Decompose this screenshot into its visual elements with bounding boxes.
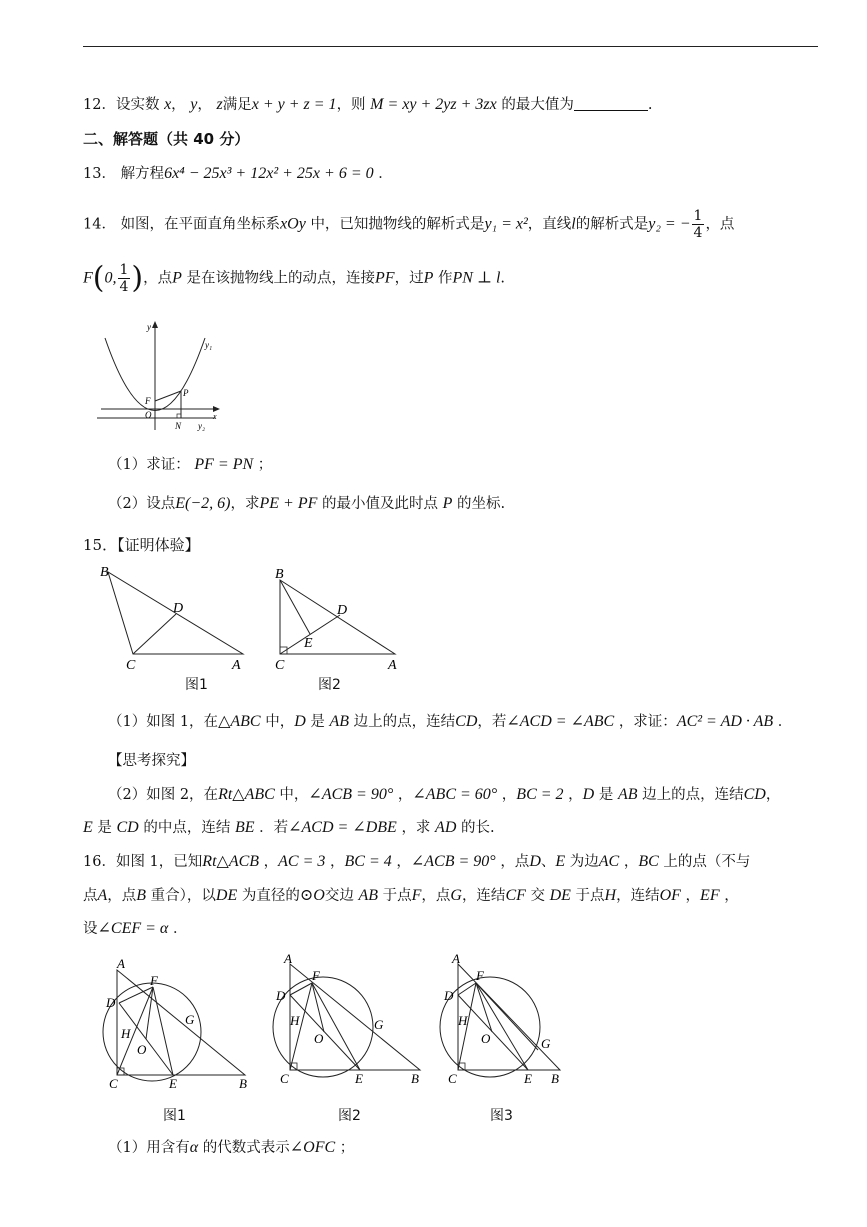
q16-text: ，连结 — [616, 888, 660, 904]
right-triangle-ABC: Rt△ABC — [218, 786, 275, 803]
var-x: x — [164, 96, 172, 113]
q16-text: 点 — [83, 888, 98, 904]
angle-OFC: ∠OFC — [289, 1139, 336, 1156]
label-O: O — [145, 410, 152, 420]
label-D: D — [444, 988, 454, 1003]
q15-text: 是 — [97, 820, 112, 836]
q15-text: ，求 — [401, 820, 431, 836]
q16-text: 为直径的 — [241, 888, 300, 904]
q12-condition: x + y + z = 1 — [251, 96, 337, 113]
q12-expression: M = xy + 2yz + 3zx — [370, 96, 497, 113]
label-D: D — [106, 995, 116, 1010]
q16-text: 于点 — [575, 888, 605, 904]
label-O: O — [137, 1042, 147, 1057]
label-G: G — [185, 1012, 195, 1027]
answer-blank[interactable] — [574, 96, 648, 111]
q14-text: ，点 — [705, 216, 735, 233]
point-P: P — [172, 269, 182, 287]
comma: ， — [396, 854, 411, 870]
segment-DE: DE — [549, 887, 571, 904]
question-13 — [83, 164, 393, 184]
label-y: y — [147, 322, 151, 332]
comma: ， — [263, 854, 279, 870]
q15-part-1 — [108, 712, 792, 732]
semicolon: ； — [339, 1140, 355, 1156]
condition-AC: AC = 3 — [278, 853, 326, 870]
label-D: D — [173, 601, 184, 616]
denominator: 4 — [119, 279, 129, 295]
semicolon: ； — [257, 457, 273, 473]
point-F: F — [411, 887, 422, 904]
caption-fig2: 图2 — [318, 677, 341, 693]
q14-text: 的坐标. — [456, 496, 506, 512]
q14-number: 14． — [83, 216, 116, 233]
point-H: H — [604, 887, 617, 904]
point-D: D — [294, 713, 306, 730]
numerator: 1 — [693, 208, 703, 224]
comma: ， — [397, 787, 413, 803]
segment-OF: OF — [659, 887, 681, 904]
question-14-line2 — [83, 262, 505, 295]
q16-figure-3 — [440, 950, 570, 1090]
comma: ， — [685, 888, 701, 904]
comma: ， — [197, 97, 212, 113]
right-angle-mark — [177, 414, 181, 418]
label-H: H — [121, 1026, 131, 1041]
angle-equality: ∠ACD = ∠DBE — [288, 819, 397, 836]
q14-text: 是在该抛物线上的动点，连接 — [186, 270, 376, 287]
label-E: E — [169, 1076, 177, 1091]
q15-text: ．若 — [259, 820, 289, 836]
sub2-expression: PE + PF — [259, 495, 318, 512]
fraction-quarter — [692, 208, 705, 241]
segment-CD: CD — [116, 819, 139, 836]
q16-text: 于点 — [382, 888, 412, 904]
q16-text: 为边 — [569, 854, 599, 870]
q13-equation: 6x⁴ − 25x³ + 12x² + 25x + 6 = 0 — [164, 165, 374, 182]
comma: ， — [765, 787, 781, 803]
q14-text: 的解析式是 — [575, 216, 649, 233]
label-B: B — [100, 565, 109, 580]
condition-ACB: ∠ACB = 90° — [410, 853, 496, 870]
segment-EF — [476, 983, 528, 1070]
segment-EF: EF — [700, 887, 720, 904]
q16-text: 交 — [530, 888, 545, 904]
paren-right: ) — [131, 260, 144, 296]
q14-text: 中，已知抛物线的解析式是 — [310, 216, 485, 233]
circle-O: ⊙O — [299, 887, 325, 904]
fraction-quarter — [118, 262, 131, 295]
q14-text: ，点 — [143, 270, 173, 287]
sub-label: （1）求证： — [108, 457, 190, 473]
q16-text: ，点 — [500, 854, 530, 870]
segment-AB: AB — [617, 786, 638, 803]
q15-text: 是 — [310, 714, 325, 730]
segment-DF — [290, 983, 312, 995]
point-A: A — [97, 887, 108, 904]
parabola-formula: y₁ = x² — [484, 215, 528, 233]
q15-text: 边上的点，连结 — [642, 787, 744, 803]
q13-text: 解方程 — [120, 166, 165, 182]
segment-BE — [280, 580, 310, 634]
period: ． — [172, 921, 188, 937]
label-H: H — [458, 1013, 468, 1028]
point-E: E — [83, 819, 93, 836]
question-14-line1 — [83, 208, 734, 241]
point-D: D — [582, 786, 595, 803]
q16-line1 — [83, 852, 750, 872]
period: . — [500, 270, 506, 287]
label-B: B — [239, 1076, 247, 1091]
segment-DE: DE — [215, 887, 238, 904]
q15-text: 中， — [279, 787, 309, 803]
q15-part-2-line1 — [108, 785, 780, 805]
label-E: E — [304, 636, 313, 651]
q16-text: ，连结 — [461, 888, 506, 904]
label-O: O — [314, 1031, 324, 1046]
caption-fig1: 图1 — [185, 677, 208, 693]
segment-BC: BC — [638, 853, 659, 870]
segment-AB: AB — [329, 713, 350, 730]
q15-part-2-line2 — [83, 818, 495, 838]
label-E: E — [355, 1071, 363, 1086]
point-F: F — [83, 269, 93, 287]
condition-ABC: ∠ABC = 60° — [412, 786, 498, 803]
q15-text: 是 — [598, 787, 614, 803]
point-E: E — [555, 853, 566, 870]
triangle-ACB — [290, 964, 420, 1070]
q16-text: 的代数式表示 — [202, 1140, 290, 1156]
alpha: α — [189, 1139, 199, 1156]
segment-AD: AD — [435, 819, 457, 836]
q14-text: 如图，在平面直角坐标系 — [120, 216, 281, 233]
label-F: F — [476, 968, 484, 983]
numerator: 1 — [119, 262, 129, 278]
q16-text: 上的点（不与 — [663, 854, 751, 870]
label-C: C — [448, 1071, 457, 1086]
q16-text: 16．如图 1，已知 — [83, 854, 203, 870]
q15-text: ，若 — [477, 714, 507, 730]
header-rule — [83, 46, 818, 47]
q15-think-header: 【思考探究】 — [108, 753, 195, 769]
label-F: F — [150, 973, 158, 988]
line-formula: y₂ = − — [648, 215, 691, 233]
var-z: z — [216, 96, 223, 113]
y-axis-arrow — [152, 321, 158, 328]
label-A: A — [232, 658, 241, 673]
segment-PF: PF — [375, 269, 395, 287]
section-heading: 二、解答题（共 40 分） — [83, 130, 250, 148]
q16-text: 、 — [540, 854, 556, 870]
q12-text: 设实数 — [115, 97, 160, 113]
point-P: P — [423, 269, 434, 287]
label-B: B — [551, 1071, 559, 1086]
q16-line2 — [83, 886, 739, 906]
F-x: 0, — [104, 269, 117, 287]
label-B: B — [411, 1071, 419, 1086]
q15-text: 边上的点，连结 — [353, 714, 456, 730]
label-O: O — [481, 1031, 491, 1046]
q12-number: 12． — [83, 97, 116, 113]
label-A: A — [388, 658, 397, 673]
caption-fig1: 图1 — [163, 1108, 186, 1124]
q15-text: 的长. — [460, 820, 495, 836]
q16-figure-1 — [105, 955, 255, 1090]
var-y: y — [190, 96, 198, 113]
label-C: C — [280, 1071, 289, 1086]
condition-ACB: ∠ACB = 90° — [308, 786, 394, 803]
q16-text: 交边 — [324, 888, 354, 904]
label-A: A — [452, 951, 460, 966]
denominator: 4 — [693, 225, 703, 241]
label-C: C — [126, 658, 136, 673]
period: ． — [777, 714, 793, 730]
segment-DF — [458, 983, 476, 995]
label-E: E — [524, 1071, 532, 1086]
angle-equality: ∠ACD = ∠ABC — [506, 713, 615, 730]
comma: ， — [568, 787, 583, 803]
q14-text: ，求 — [230, 496, 260, 512]
q14-text: ，直线 — [527, 216, 572, 233]
perpendicular: PN ⊥ l — [452, 269, 501, 287]
period: . — [647, 97, 653, 113]
comma: ， — [330, 854, 345, 870]
period: ． — [378, 166, 393, 182]
segment-CF: CF — [505, 887, 526, 904]
q14-subquestion-1 — [108, 455, 272, 475]
triangle-ABC: △ABC — [218, 713, 261, 730]
result-expression: AC² = AD · AB — [676, 713, 774, 730]
right-triangle-ACB: Rt△ACB — [202, 853, 260, 870]
point-E: E(−2, 6) — [175, 495, 231, 512]
label-F: F — [145, 396, 151, 406]
q12-text: ，则 — [336, 97, 366, 113]
comma: ， — [724, 888, 739, 904]
q15-text: （2）如图 2，在 — [108, 787, 219, 803]
q15-text: ，求证： — [618, 714, 677, 730]
label-C: C — [275, 658, 285, 673]
q15-text: 的中点，连结 — [143, 820, 231, 836]
label-A: A — [117, 956, 125, 971]
question-12 — [83, 95, 652, 115]
q13-number: 13． — [83, 166, 116, 182]
q16-subquestion-1 — [108, 1138, 354, 1158]
angle-CEF: ∠CEF = α — [97, 920, 169, 937]
q14-text: ，过 — [394, 270, 424, 287]
point-P: P — [442, 495, 453, 512]
q15-figure-2 — [270, 562, 410, 672]
label-N: N — [175, 421, 182, 431]
label-B: B — [275, 567, 284, 582]
q12-text: 满足 — [222, 97, 252, 113]
q14-subquestion-2 — [108, 494, 505, 514]
q15-text: （1）如图 1，在 — [108, 714, 219, 730]
q16-text: （1）用含有 — [108, 1140, 190, 1156]
line-l: l — [571, 215, 576, 233]
sub1-expression: PF = PN — [194, 456, 254, 473]
label-y1: y₁ — [205, 340, 213, 350]
segment-CD: CD — [743, 786, 766, 803]
q16-line3 — [83, 919, 187, 939]
segment-BE: BE — [234, 819, 255, 836]
paren-left: ( — [92, 260, 105, 296]
point-B: B — [136, 887, 147, 904]
comma: ， — [623, 854, 639, 870]
sub-label: （2）设点 — [108, 496, 176, 512]
q16-text: ，点 — [421, 888, 451, 904]
segment-DE — [458, 995, 528, 1070]
comma: ， — [501, 787, 517, 803]
point-D: D — [529, 853, 541, 870]
segment-CD — [133, 614, 176, 654]
label-x: x — [213, 412, 217, 421]
label-F: F — [312, 968, 320, 983]
caption-fig3: 图3 — [490, 1108, 513, 1124]
q16-figure-2 — [272, 950, 427, 1090]
q14-text: 作 — [437, 270, 453, 287]
label-G: G — [541, 1036, 551, 1051]
q15-header: 15．【证明体验】 — [83, 536, 200, 554]
q15-figure-1 — [98, 562, 258, 672]
label-H: H — [290, 1013, 300, 1028]
label-A: A — [284, 951, 292, 966]
coord-system: xOy — [280, 215, 306, 233]
q16-text: ，点 — [107, 888, 137, 904]
segment-AB: AB — [358, 887, 378, 904]
label-D: D — [337, 603, 348, 618]
segment-AC: AC — [598, 853, 620, 870]
caption-fig2: 图2 — [338, 1108, 361, 1124]
condition-BC: BC = 4 — [344, 853, 392, 870]
q12-text: 的最大值为 — [501, 97, 574, 113]
q16-text: 设 — [83, 921, 98, 937]
segment-CD: CD — [455, 713, 478, 730]
q15-text: 中， — [265, 714, 295, 730]
q16-text: 重合），以 — [150, 888, 216, 904]
label-P: P — [183, 388, 189, 398]
point-G: G — [450, 887, 462, 904]
q14-text: 的最小值及此时点 — [321, 496, 438, 512]
parabola-figure — [95, 318, 230, 433]
comma: ， — [171, 97, 186, 113]
label-y2: y₂ — [198, 421, 206, 431]
label-C: C — [109, 1076, 118, 1091]
label-D: D — [276, 988, 286, 1003]
label-G: G — [374, 1017, 384, 1032]
condition-BC: BC = 2 — [516, 786, 564, 803]
